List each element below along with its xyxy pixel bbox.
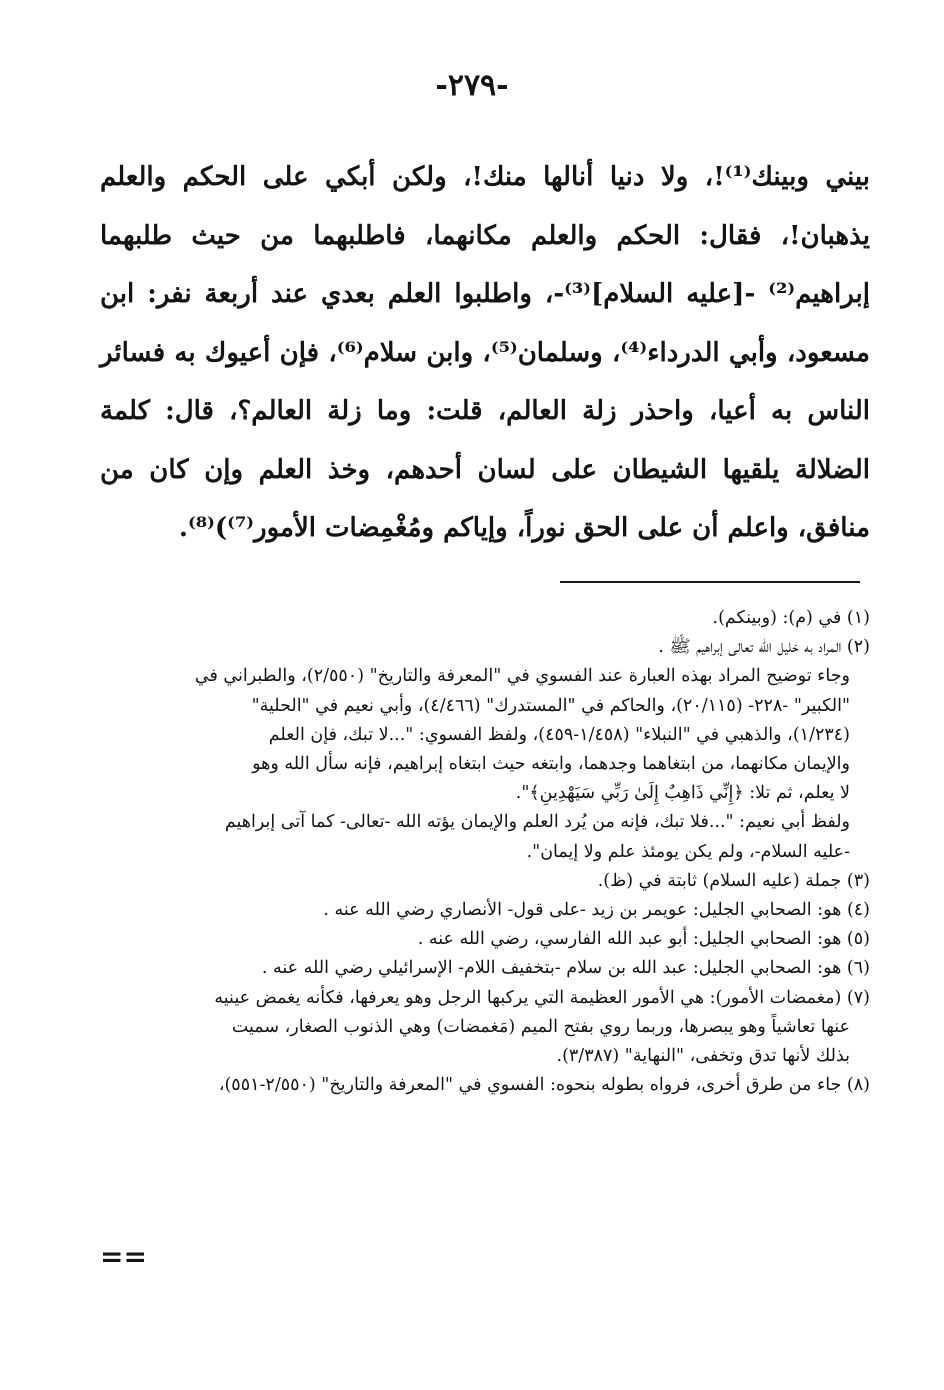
footnote-2-line: ولفظ أبي نعيم: "...فلا تبك، فإنه من يُرد العلم والإيمان يؤته الله -تعالى- كما آتى إبراهيم bbox=[224, 812, 850, 833]
footnote-5: (٥) هو: الصحابي الجليل: أبو عبد الله الفارسي، رضي الله عنه . bbox=[417, 929, 870, 950]
footnote-2-line: لا يعلم، ثم تلا: ﴿إِنِّي ذَاهِبٌ إِلَىٰ رَبِّي سَيَهْدِينِ﴾". bbox=[515, 783, 850, 804]
footnote-2-line: "الكبير" -٢٢٨- (٢٠/١١٥)، والحاكم في "المستدرك" (٤/٤٦٦)، وأبي نعيم في "الحلية" bbox=[251, 695, 850, 716]
footnote-2-line: وجاء توضيح المراد بهذه العبارة عند الفسوي في "المعرفة والتاريخ" (٢/٥٥٠)، والطبراني في bbox=[194, 666, 850, 687]
footnote-1: (١) في (م): (وبينكم). bbox=[712, 608, 870, 628]
footnote-7-line: عنها تعاشياً وهو يبصرها، وربما روي بفتح الميم (مَغمضات) وهي الذنوب الصغار، سميت bbox=[231, 1016, 850, 1037]
footnote-8: (٨) جاء من طرق أخرى، فرواه بطوله بنحوه: الفسوي في "المعرفة والتاريخ" (٢/٥٥٠-٥٥١)، bbox=[218, 1075, 870, 1096]
footnote-7-line: (٧) (مغمضات الأمور): هي الأمور العظيمة التي يركبها الرجل وهو يعرفها، فكأنه يغمض عينيه bbox=[214, 987, 870, 1008]
footnote-2: (٢) المراد به خليل الله تعالى إبراهيم ﷺ . bbox=[658, 637, 870, 658]
footnote-2-line: -عليه السلام-، ولم يكن يومئذ علم ولا إيمان". bbox=[526, 841, 850, 862]
footnote-6: (٦) هو: الصحابي الجليل: عبد الله بن سلام -بتخفيف اللام- الإسرائيلي رضي الله عنه . bbox=[261, 958, 870, 979]
main-paragraph: بيني وبينك⁽¹⁾!، ولا دنيا أنالها منك!، ولكن أبكي على الحكم والعلم يذهبان!، فقال: الحكم والعلم مكانهما، فاطلبهما من حيث طلبهما إبراهيم⁽²⁾ -[عليه السلام]⁽³⁾-، واطلبوا العلم بعدي عند أربعة نفر: ابن مسعود، وأبي الدرداء⁽⁴⁾، وسلمان⁽⁵⁾، وابن سلام⁽⁶⁾، فإن أعيوك به فسائر الناس به أعيا، واحذر زلة العالم، قلت: وما زلة العالم؟، قال: كلمة الضلالة يلقيها الشيطان على لسان أحدهم، وخذ العلم وإن كان من منافق، واعلم أن على الحق نوراً، وإياكم ومُغْمِضات الأمور⁽⁷⁾)⁽⁸⁾. bbox=[100, 162, 871, 543]
footnote-separator bbox=[560, 581, 860, 583]
footnote-7-line: بذلك لأنها تدق وتخفى، "النهاية" (٣/٣٨٧). bbox=[556, 1046, 850, 1067]
main-text-block bbox=[100, 148, 870, 558]
footnote-2-paragraph-2 bbox=[100, 808, 870, 866]
footnote-2-line: والإيمان مكانهما، من ابتغاهما وجدهما، وابتغه حيث ابتغاه إبراهيم، فإنه سأل الله وهو bbox=[252, 754, 850, 775]
page-number: -٢٧٩- bbox=[435, 68, 509, 103]
footnote-2-line: (١/٢٣٤)، والذهبي في "النبلاء" (١/٤٥٨-٤٥٩)، ولفظ الفسوي: "...لا تبك، فإن العلم bbox=[268, 724, 850, 745]
footnote-2-paragraph-1 bbox=[100, 662, 870, 808]
footnote-3: (٣) جملة (عليه السلام) ثابتة في (ظ). bbox=[597, 870, 870, 891]
continuation-mark: == bbox=[100, 1240, 147, 1273]
footnote-4: (٤) هو: الصحابي الجليل: عويمر بن زيد -على قول- الأنصاري رضي الله عنه . bbox=[323, 900, 870, 921]
footnote-7 bbox=[100, 984, 870, 1072]
footnotes-section bbox=[100, 604, 870, 1100]
